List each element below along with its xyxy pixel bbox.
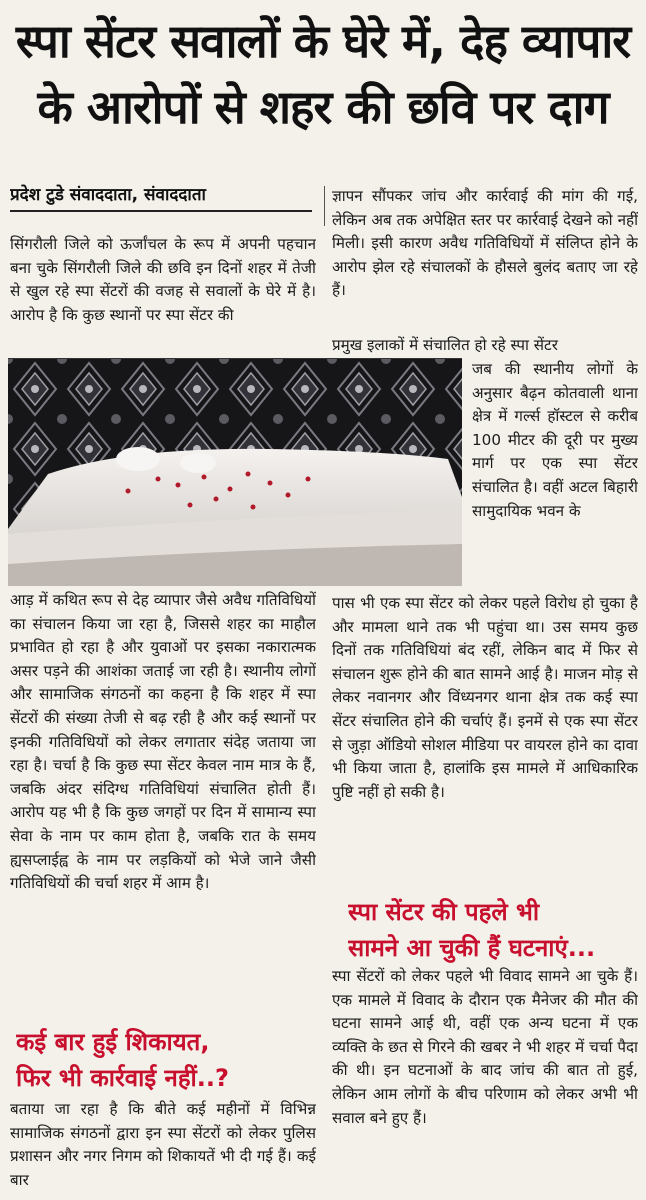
- left-paragraph-1: सिंगरौली जिले को ऊर्जांचल के रूप में अपनी पहचान बना चुके सिंगरौली जिले की छवि इन दिनों शहर में तेजी से खुल रहे स्पा सेंटरों की वजह से सवालों के घेरे में है। आरोप है कि कुछ स्थानों पर स्पा सेंटर की: [10, 235, 316, 324]
- right-paragraph-2-wrap: जब की स्थानीय लोगों के अनुसार बैढ़न कोतवाली थाना क्षेत्र में गर्ल्स हॉस्टल से करीब 100 मीटर की दूरी पर मुख्य मार्ग पर एक स्पा सेंटर संचालित है। वहीं अटल बिहारी सामुदायिक भवन के: [472, 360, 638, 520]
- right-paragraph-2-lead: प्रमुख इलाकों में संचालित हो रहे स्पा सेंटर: [332, 336, 558, 354]
- headline-line-1: स्पा सेंटर सवालों के घेरे में, देह व्यापार: [15, 14, 631, 68]
- right-subhead-line-2: सामने आ चुकी हैं घटनाएं...: [348, 934, 596, 962]
- right-paragraph-2-rest: पास भी एक स्पा सेंटर को लेकर पहले विरोध हो चुका है और मामला थाने तक भी पहुंचा था। उस समय कुछ दिनों तक गतिविधियां बंद रहीं, लेकिन बाद में फिर से संचालन शुरू होने की बात सामने आई है। माजन मोड़ से लेकर नवानगर और विंध्यनगर थाना क्षेत्र तक कई स्पा सेंटर संचालित होने की चर्चाएं हैं। इनमें से एक स्पा सेंटर से जुड़ा ऑडियो सोशल मीडिया पर वायरल होने का दावा भी किया जाता है, हालांकि इस मामले में आधिकारिक पुष्टि नहीं हो सकी है।: [332, 594, 638, 801]
- column-divider: [324, 186, 325, 226]
- headline: [8, 8, 638, 140]
- right-paragraph-3: स्पा सेंटरों को लेकर पहले भी विवाद सामने आ चुके हैं। एक मामले में विवाद के दौरान एक मैनेजर की मौत की घटना सामने आई थी, वहीं एक अन्य घटना में एक व्यक्ति के छत से गिरने की खबर ने भी शहर में चर्चा पैदा की थी। इन घटनाओं के बाद जांच की बात तो हुई, लेकिन आम लोगों के बीच परिणाम को लेकर अभी भी सवाल बने हुए हैं।: [332, 967, 638, 1127]
- left-paragraph-3: बताया जा रहा है कि बीते कई महीनों में विभिन्न सामाजिक संगठनों द्वारा इन स्पा सेंटरों को लेकर पुलिस प्रशासन और नगर निगम को शिकायतें भी दी गई हैं। कई बार: [10, 1100, 316, 1189]
- left-subhead-line-2: फिर भी कार्रवाई नहीं..?: [16, 1064, 229, 1092]
- headline-line-2: के आरोपों से शहर की छवि पर दाग: [37, 80, 609, 134]
- article-photo: [8, 358, 462, 586]
- left-subhead-line-1: कई बार हुई शिकायत,: [16, 1028, 210, 1056]
- right-paragraph-1: ज्ञापन सौंपकर जांच और कार्रवाई की मांग की गई, लेकिन अब तक अपेक्षित स्तर पर कार्रवाई देखने को नहीं मिली। इसी कारण अवैध गतिविधियों में संलिप्त होने के आरोप झेल रहे संचालकों के हौसले बुलंद बताए जा रहे हैं।: [332, 187, 638, 300]
- spa-room-image: [8, 359, 462, 586]
- right-subhead-line-1: स्पा सेंटर की पहले भी: [348, 898, 540, 926]
- left-paragraph-2: आड़ में कथित रूप से देह व्यापार जैसे अवैध गतिविधियों का संचालन किया जा रहा है, जिससे शहर का माहौल प्रभावित हो रहा है और युवाओं पर इसका नकारात्मक असर पड़ने की आशंका जताई जा रही है। स्थानीय लोगों और सामाजिक संगठनों का कहना है कि शहर में स्पा सेंटरों की संख्या तेजी से बढ़ रही है और कई स्थानों पर इनकी गतिविधियों को लेकर लगातार संदेह जताया जा रहा है। चर्चा है कि कुछ स्पा सेंटर केवल नाम मात्र के हैं, जबकि अंदर संदिग्ध गतिविधियां संचालित होती हैं। आरोप यह भी है कि कुछ जगहों पर दिन में सामान्य स्पा सेवा के नाम पर काम होता है, जबकि रात के समय ह्यसप्लाईह्व के नाम पर लड़कियों को भेजे जाने जैसी गतिविधियों की चर्चा शहर में आम है।: [10, 591, 316, 893]
- byline: प्रदेश टुडे संवाददाता, संवाददाता: [10, 185, 206, 205]
- byline-rule: [10, 210, 312, 212]
